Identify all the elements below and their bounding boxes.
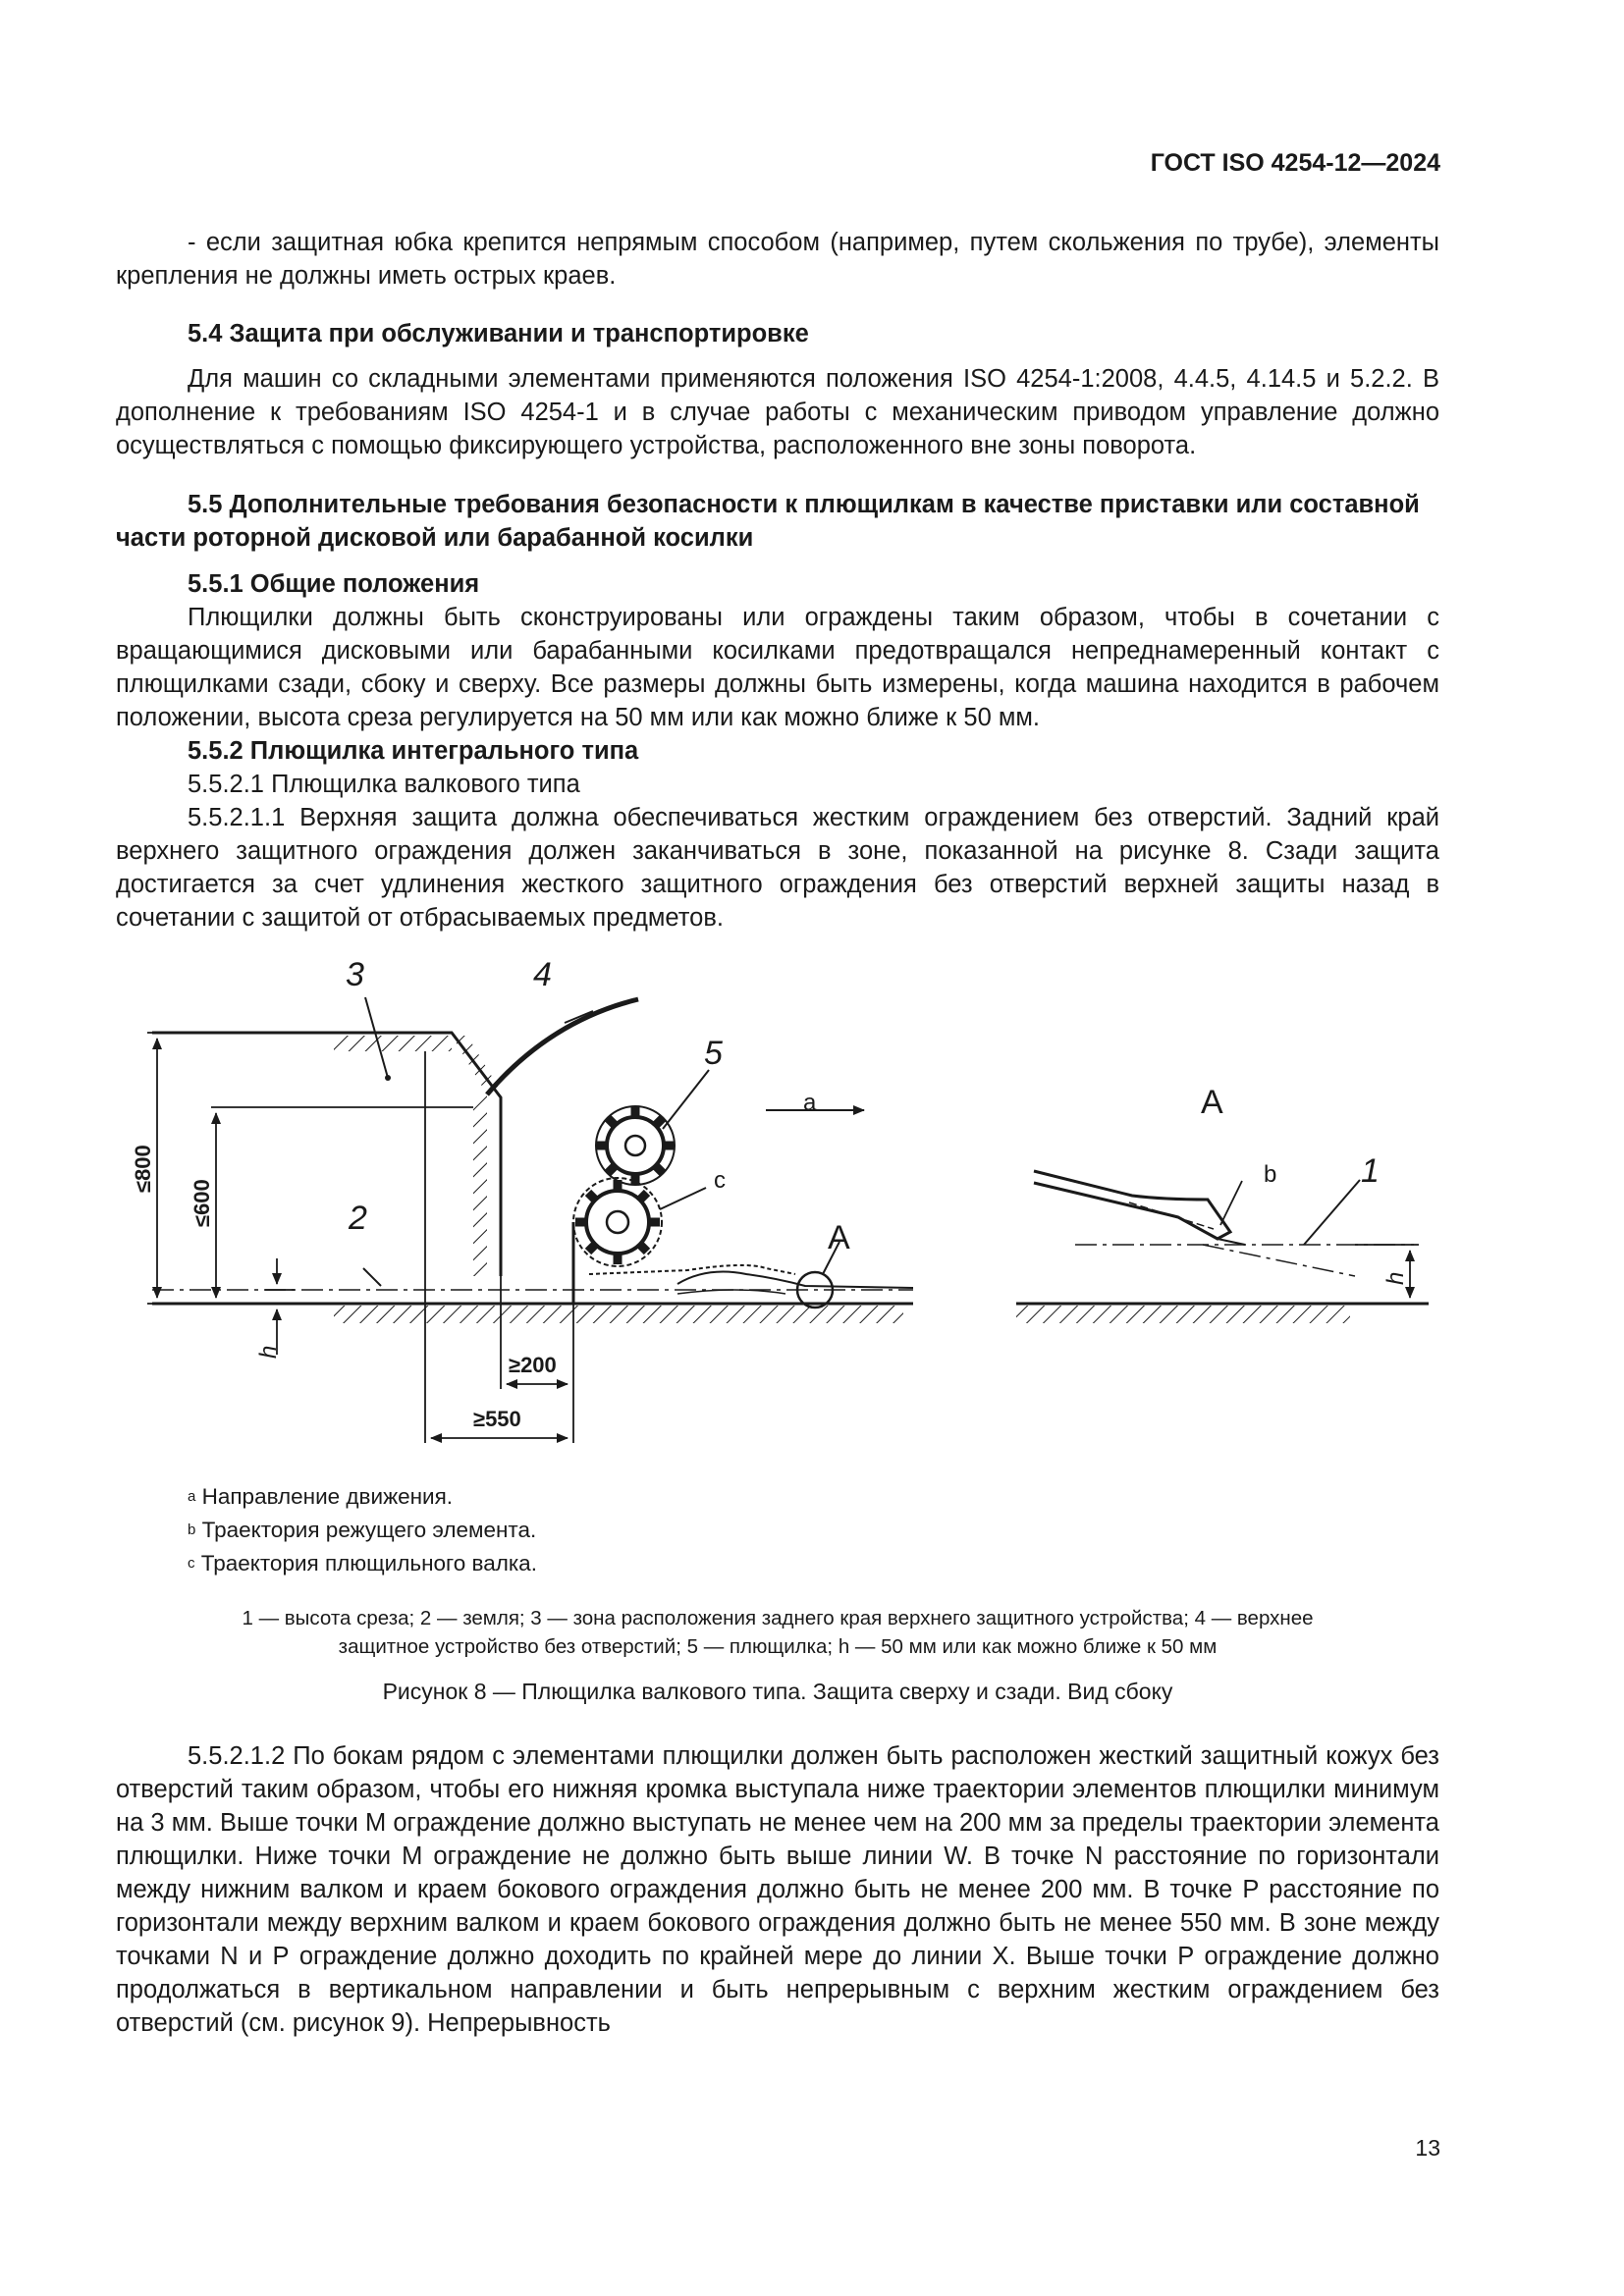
section-5-5-2-1-title: 5.5.2.1 Плющилка валкового типа <box>188 771 580 798</box>
label-5: 5 <box>704 1035 723 1072</box>
section-5-5-2-title: 5.5.2 Плющилка интегрального типа <box>188 737 639 765</box>
page-number: 13 <box>1415 2135 1440 2161</box>
label-3: 3 <box>346 956 364 993</box>
footnote-b-marker: b <box>188 1522 196 1538</box>
figure-8-drawing <box>0 942 1624 1453</box>
figure-caption: Рисунок 8 — Плющилка валкового типа. Защита сверху и сзади. Вид сбоку <box>382 1679 1173 1704</box>
cut-material <box>589 1265 913 1308</box>
intro-paragraph: - если защитная юбка крепится непрямым способом (например, путем скольжения по трубе), элементы крепления не должны иметь острых краев. <box>116 229 1439 290</box>
section-5-5-2-1-2-body: 5.5.2.1.2 По бокам рядом с элементами плющилки должен быть расположен жесткий защитный кожух без отверстий таким образом, чтобы его нижняя кромка выступала ниже траектории элементов плющилки минимум на 3 мм. Выше точки М ограждение должно выступать не менее чем на 200 мм за пределы траектории элемента плющилки. Ниже точки М ограждение не должно быть выше линии W. В точке N расстояние по горизонтали между нижним валком и краем бокового ограждения должно быть не менее 200 мм. В точке Р расстояние по горизонтали между верхним валком и краем бокового ограждения должно быть не менее 550 мм. В зоне между точками N и Р ограждение должно доходить по крайней мере до линии X. Выше точки Р ограждение должно продолжаться в вертикальном направлении и быть непрерывным с верхним жестким ограждением без отверстий (см. рисунок 9). Непрерывность <box>116 1742 1439 2037</box>
footnote-b <box>188 1514 536 1550</box>
upper-guard-zone <box>152 1033 503 1276</box>
section-5-5-2-1-1-body: 5.5.2.1.1 Верхняя защита должна обеспечиваться жестким ограждением без отверстий. Задний край верхнего защитного ограждения должен заканчиваться в зоне, показанной на рисунке 8. Сзади защита достигается за счет удлинения жесткого защитного ограждения без отверстий верхней защиты назад в сочетании с защитой от отбрасываемых предметов. <box>116 804 1439 932</box>
label-A-detail-marker: A <box>828 1219 850 1256</box>
figure-legend-line-1: 1 — высота среза; 2 — земля; 3 — зона расположения заднего края верхнего защитного устройства; 4 — верхнее <box>242 1607 1314 1629</box>
dim-600: ≤600 <box>189 1179 214 1227</box>
footnote-b-text: Траектория режущего элемента. <box>201 1518 537 1542</box>
ground <box>152 1304 913 1323</box>
section-5-5-1-title: 5.5.1 Общие положения <box>188 570 480 598</box>
dim-550: ≥550 <box>473 1407 521 1431</box>
footnote-a <box>188 1480 453 1517</box>
section-5-5-1-body: Плющилки должны быть сконструированы или ограждены таким образом, чтобы в сочетании с вращающимися дисковыми или барабанными косилками предотвращался непреднамеренный контакт с плющилками сзади, сбоку и сверху. Все размеры должны быть измерены, когда машина находится в рабочем положении, высота среза регулируется на 50 мм или как можно ближе к 50 мм. <box>116 604 1439 731</box>
label-2: 2 <box>349 1200 367 1237</box>
conditioner-rollers <box>573 1106 675 1304</box>
figure-legend-line-2: защитное устройство без отверстий; 5 — плющилка; h — 50 мм или как можно ближе к 50 мм <box>338 1635 1218 1658</box>
label-1: 1 <box>1361 1152 1380 1190</box>
section-5-4-body: Для машин со складными элементами применяются положения ISO 4254-1:2008, 4.4.5, 4.14.5 и 5.2.2. В дополнение к требованиям ISO 4254-1 и в случае работы с механическим приводом управление должно осуществляться с помощью фиксирующего устройства, расположенного вне зоны поворота. <box>116 365 1439 459</box>
label-h-right: h <box>1382 1271 1409 1285</box>
label-c: c <box>714 1167 726 1194</box>
label-A-detail-title: A <box>1201 1084 1223 1121</box>
document-header: ГОСТ ISO 4254-12—2024 <box>1150 149 1440 177</box>
upper-guard-curve <box>487 999 638 1095</box>
label-h-left: h <box>255 1345 282 1359</box>
section-5-4-title: 5.4 Защита при обслуживании и транспортировке <box>188 320 809 347</box>
footnote-a-marker: a <box>188 1488 196 1505</box>
section-5-5-title: 5.5 Дополнительные требования безопасности к плющилкам в качестве приставки или составной части роторной дисковой или барабанной косилки <box>116 491 1420 552</box>
dim-200: ≥200 <box>509 1353 557 1377</box>
footnote-c-text: Траектория плющильного валка. <box>200 1551 537 1575</box>
dim-800: ≤800 <box>131 1145 155 1193</box>
label-a: a <box>803 1090 817 1116</box>
detail-A <box>1016 1171 1429 1323</box>
footnote-a-text: Направление движения. <box>201 1484 454 1509</box>
label-b: b <box>1264 1161 1277 1188</box>
footnote-c-marker: c <box>188 1555 195 1572</box>
label-4: 4 <box>533 956 552 993</box>
footnote-c <box>188 1547 537 1583</box>
